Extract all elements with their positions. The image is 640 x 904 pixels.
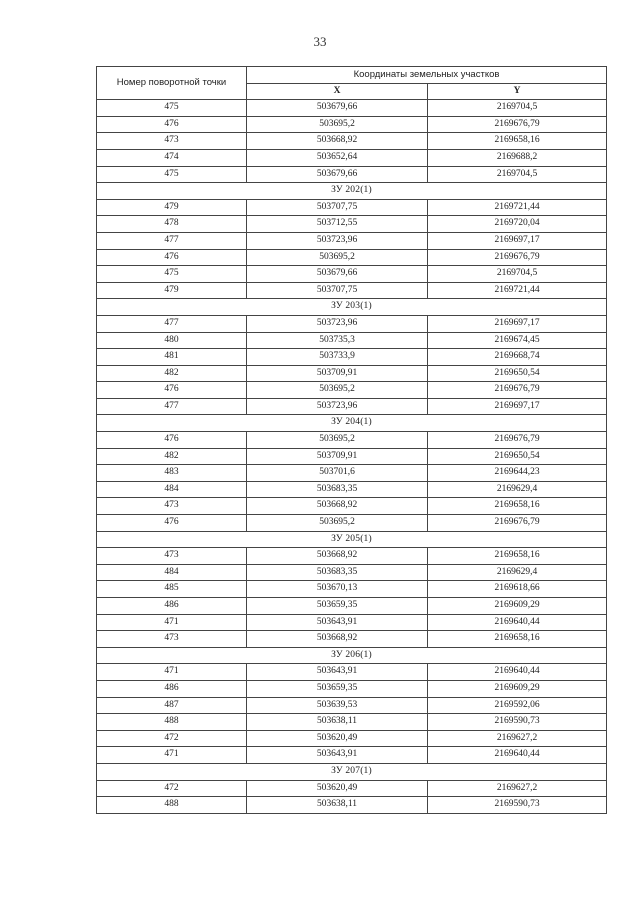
cell-y: 2169704,5 (428, 100, 607, 117)
cell-point-number: 475 (97, 266, 247, 283)
header-coordinates: Координаты земельных участков (247, 67, 607, 84)
cell-point-number: 473 (97, 498, 247, 515)
cell-point-number: 475 (97, 100, 247, 117)
cell-point-number: 479 (97, 282, 247, 299)
table-row (97, 116, 607, 133)
cell-y: 2169704,5 (428, 266, 607, 283)
cell-point-number: 476 (97, 515, 247, 532)
cell-point-number: 477 (97, 315, 247, 332)
table-row (97, 465, 607, 482)
table-row (97, 481, 607, 498)
cell-point-number: 477 (97, 398, 247, 415)
cell-y: 2169650,54 (428, 448, 607, 465)
table-row (97, 598, 607, 615)
cell-y: 2169676,79 (428, 382, 607, 399)
cell-y: 2169629,4 (428, 564, 607, 581)
cell-point-number: 484 (97, 564, 247, 581)
header-point-number: Номер поворотной точки (97, 67, 247, 100)
cell-x: 503735,3 (247, 332, 428, 349)
cell-y: 2169658,16 (428, 631, 607, 648)
table-row (97, 631, 607, 648)
cell-x: 503668,92 (247, 548, 428, 565)
table-row (97, 266, 607, 283)
header-x: X (247, 83, 428, 100)
table-row (97, 515, 607, 532)
cell-point-number: 478 (97, 216, 247, 233)
table-row (97, 730, 607, 747)
cell-x: 503668,92 (247, 133, 428, 150)
cell-point-number: 472 (97, 780, 247, 797)
cell-y: 2169629,4 (428, 481, 607, 498)
cell-x: 503707,75 (247, 282, 428, 299)
table-row (97, 398, 607, 415)
cell-x: 503679,66 (247, 100, 428, 117)
cell-y: 2169618,66 (428, 581, 607, 598)
table-header (97, 67, 607, 100)
cell-y: 2169721,44 (428, 199, 607, 216)
cell-y: 2169609,29 (428, 680, 607, 697)
table-row (97, 697, 607, 714)
section-label: ЗУ 205(1) (97, 531, 607, 548)
cell-point-number: 488 (97, 714, 247, 731)
cell-point-number: 477 (97, 232, 247, 249)
cell-point-number: 471 (97, 614, 247, 631)
cell-x: 503659,35 (247, 598, 428, 615)
cell-y: 2169592,06 (428, 697, 607, 714)
cell-x: 503620,49 (247, 780, 428, 797)
cell-point-number: 473 (97, 631, 247, 648)
cell-x: 503695,2 (247, 249, 428, 266)
cell-x: 503695,2 (247, 116, 428, 133)
cell-y: 2169721,44 (428, 282, 607, 299)
table-row (97, 498, 607, 515)
table-row (97, 564, 607, 581)
cell-y: 2169650,54 (428, 365, 607, 382)
cell-x: 503643,91 (247, 747, 428, 764)
cell-point-number: 483 (97, 465, 247, 482)
coordinates-table (96, 66, 607, 814)
table-row (97, 382, 607, 399)
cell-y: 2169644,23 (428, 465, 607, 482)
cell-x: 503638,11 (247, 797, 428, 814)
cell-x: 503668,92 (247, 498, 428, 515)
cell-x: 503638,11 (247, 714, 428, 731)
table-row (97, 315, 607, 332)
cell-point-number: 471 (97, 664, 247, 681)
cell-y: 2169640,44 (428, 614, 607, 631)
section-row (97, 647, 607, 664)
section-label: ЗУ 203(1) (97, 299, 607, 316)
cell-point-number: 482 (97, 365, 247, 382)
cell-x: 503709,91 (247, 448, 428, 465)
table-row (97, 548, 607, 565)
table-row (97, 432, 607, 449)
cell-x: 503733,9 (247, 349, 428, 366)
cell-x: 503695,2 (247, 515, 428, 532)
table-row (97, 714, 607, 731)
cell-y: 2169676,79 (428, 515, 607, 532)
table-row (97, 664, 607, 681)
cell-point-number: 475 (97, 166, 247, 183)
section-label: ЗУ 202(1) (97, 183, 607, 200)
section-label: ЗУ 204(1) (97, 415, 607, 432)
table-row (97, 100, 607, 117)
cell-point-number: 474 (97, 149, 247, 166)
cell-point-number: 481 (97, 349, 247, 366)
cell-point-number: 472 (97, 730, 247, 747)
table-row (97, 797, 607, 814)
cell-x: 503712,55 (247, 216, 428, 233)
cell-x: 503670,13 (247, 581, 428, 598)
cell-x: 503679,66 (247, 266, 428, 283)
cell-x: 503652,64 (247, 149, 428, 166)
cell-x: 503643,91 (247, 614, 428, 631)
table-row (97, 332, 607, 349)
cell-x: 503620,49 (247, 730, 428, 747)
cell-x: 503707,75 (247, 199, 428, 216)
cell-y: 2169609,29 (428, 598, 607, 615)
cell-x: 503683,35 (247, 564, 428, 581)
cell-y: 2169658,16 (428, 548, 607, 565)
cell-x: 503668,92 (247, 631, 428, 648)
section-row (97, 183, 607, 200)
table-body (97, 100, 607, 814)
cell-x: 503639,53 (247, 697, 428, 714)
cell-point-number: 485 (97, 581, 247, 598)
cell-x: 503643,91 (247, 664, 428, 681)
cell-y: 2169674,45 (428, 332, 607, 349)
cell-x: 503683,35 (247, 481, 428, 498)
section-row (97, 299, 607, 316)
cell-y: 2169697,17 (428, 315, 607, 332)
cell-x: 503701,6 (247, 465, 428, 482)
cell-y: 2169704,5 (428, 166, 607, 183)
cell-point-number: 486 (97, 680, 247, 697)
cell-y: 2169627,2 (428, 780, 607, 797)
table-row (97, 216, 607, 233)
cell-y: 2169676,79 (428, 249, 607, 266)
cell-point-number: 476 (97, 382, 247, 399)
cell-y: 2169697,17 (428, 398, 607, 415)
table-row (97, 780, 607, 797)
table-row (97, 747, 607, 764)
cell-y: 2169590,73 (428, 797, 607, 814)
cell-y: 2169658,16 (428, 498, 607, 515)
table-row (97, 581, 607, 598)
cell-point-number: 471 (97, 747, 247, 764)
header-y: Y (428, 83, 607, 100)
table-row (97, 149, 607, 166)
cell-y: 2169668,74 (428, 349, 607, 366)
cell-point-number: 473 (97, 133, 247, 150)
table-row (97, 448, 607, 465)
cell-x: 503723,96 (247, 398, 428, 415)
table-row (97, 282, 607, 299)
cell-y: 2169676,79 (428, 432, 607, 449)
cell-x: 503695,2 (247, 432, 428, 449)
cell-y: 2169627,2 (428, 730, 607, 747)
cell-point-number: 487 (97, 697, 247, 714)
section-row (97, 415, 607, 432)
cell-point-number: 479 (97, 199, 247, 216)
cell-point-number: 476 (97, 249, 247, 266)
cell-y: 2169697,17 (428, 232, 607, 249)
section-label: ЗУ 206(1) (97, 647, 607, 664)
cell-point-number: 484 (97, 481, 247, 498)
cell-point-number: 476 (97, 116, 247, 133)
cell-y: 2169640,44 (428, 747, 607, 764)
cell-x: 503659,35 (247, 680, 428, 697)
section-row (97, 531, 607, 548)
cell-y: 2169688,2 (428, 149, 607, 166)
cell-y: 2169720,04 (428, 216, 607, 233)
cell-x: 503709,91 (247, 365, 428, 382)
table-row (97, 249, 607, 266)
table-row (97, 349, 607, 366)
table-row (97, 133, 607, 150)
cell-x: 503723,96 (247, 315, 428, 332)
cell-point-number: 488 (97, 797, 247, 814)
cell-point-number: 480 (97, 332, 247, 349)
cell-y: 2169658,16 (428, 133, 607, 150)
cell-y: 2169590,73 (428, 714, 607, 731)
table-row (97, 614, 607, 631)
table-row (97, 365, 607, 382)
cell-x: 503679,66 (247, 166, 428, 183)
cell-y: 2169640,44 (428, 664, 607, 681)
page-number: 33 (313, 34, 327, 49)
cell-x: 503723,96 (247, 232, 428, 249)
section-label: ЗУ 207(1) (97, 763, 607, 780)
cell-point-number: 482 (97, 448, 247, 465)
cell-point-number: 473 (97, 548, 247, 565)
cell-x: 503695,2 (247, 382, 428, 399)
table-row (97, 232, 607, 249)
table-row (97, 680, 607, 697)
cell-y: 2169676,79 (428, 116, 607, 133)
section-row (97, 763, 607, 780)
table-row (97, 199, 607, 216)
cell-point-number: 486 (97, 598, 247, 615)
cell-point-number: 476 (97, 432, 247, 449)
table-row (97, 166, 607, 183)
